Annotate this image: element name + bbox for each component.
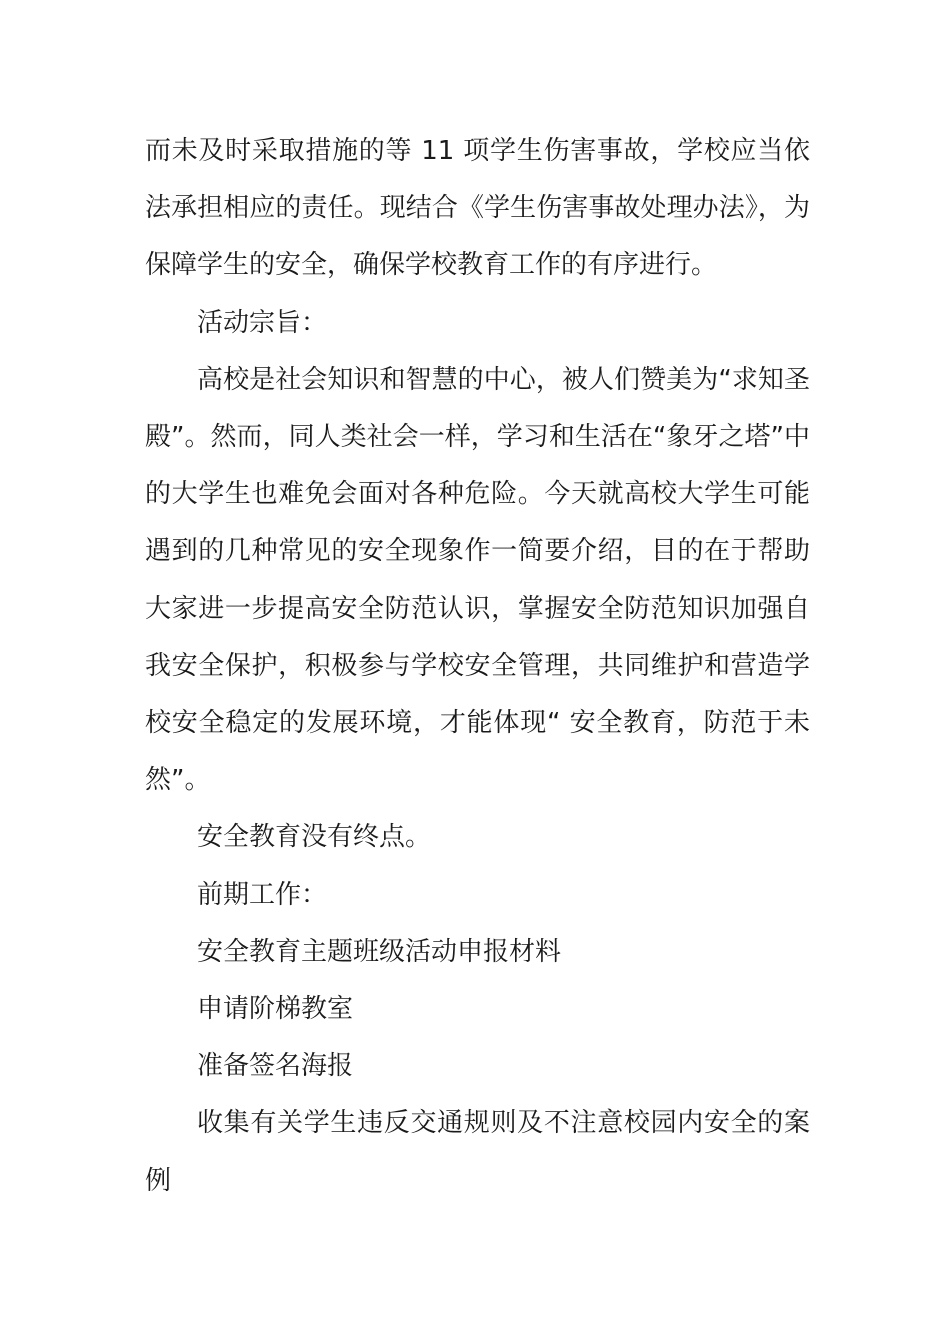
paragraph: 收集有关学生违反交通规则及不注意校园内安全的案例	[145, 1108, 810, 1196]
paragraph: 安全教育主题班级活动申报材料	[197, 936, 562, 967]
paragraph: 申请阶梯教室	[197, 994, 354, 1025]
document-body	[145, 123, 810, 1210]
paragraph: 安全教育没有终点。	[197, 822, 432, 853]
paragraph: 前期工作：	[197, 879, 328, 910]
paragraph: 高校是社会知识和智慧的中心，被人们赞美为“求知圣殿”。然而，同人类社会一样，学习和生活在“象牙之塔”中的大学生也难免会面对各种危险。今天就高校大学生可能遇到的几种常见的安全现象作一简要介绍，目的在于帮助大家进一步提高安全防范认识，掌握安全防范知识加强自我安全保护，积极参与学校安全管理，共同维护和营造学校安全稳定的发展环境，才能体现“ 安全教育，防范于未然”。	[145, 364, 810, 796]
paragraph: 而未及时采取措施的等 11 项学生伤害事故，学校应当依法承担相应的责任。现结合《学生伤害事故处理办法》，为保障学生的安全，确保学校教育工作的有序进行。	[145, 136, 810, 281]
paragraph: 准备签名海报	[197, 1051, 354, 1082]
paragraph: 活动宗旨：	[197, 307, 328, 338]
